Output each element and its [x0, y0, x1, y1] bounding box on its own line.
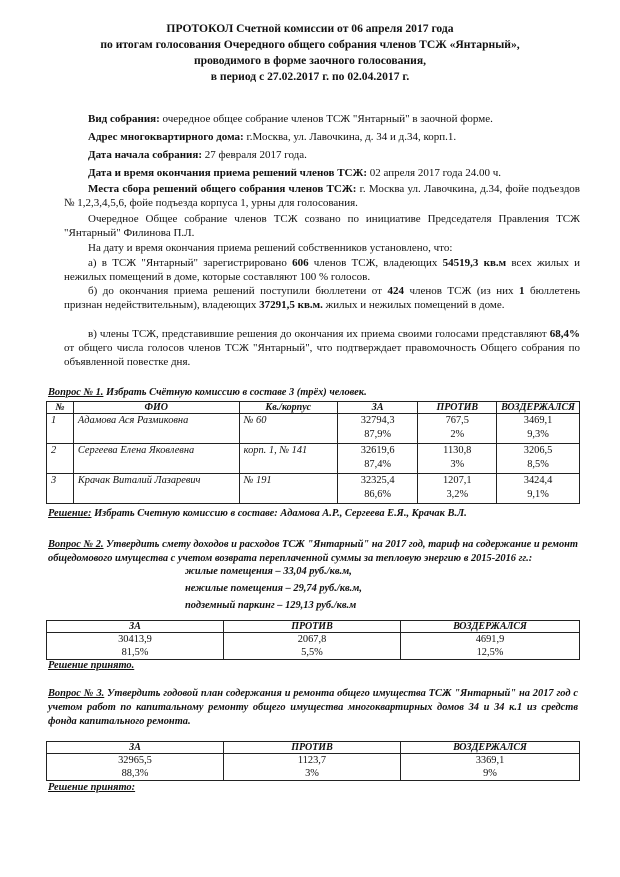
- question-1-table: [46, 401, 580, 504]
- title-line-4: в период с 27.02.2017 г. по 02.04.2017 г.: [210, 70, 410, 83]
- document-title: [40, 21, 580, 85]
- paragraph-initiator: Очередное Общее собрание членов ТСЖ созвано по инициативе Председателя Правления ТСЖ "Янтарный" Филинова П.Л.: [64, 213, 580, 239]
- question-3-decision: Решение принято:: [48, 782, 136, 793]
- meeting-start-date: Дата начала собрания: 27 февраля 2017 года.: [88, 149, 307, 161]
- title-line-3: проводимого в форме заочного голосования,: [193, 54, 427, 67]
- tariff-residential: жилые помещения – 33,04 руб./кв.м,: [185, 566, 352, 577]
- title-line-2: по итогам голосования Очередного общего собрания членов ТСЖ «Янтарный»,: [100, 38, 520, 51]
- tariff-parking: подземный паркинг – 129,13 руб./кв.м: [185, 600, 357, 611]
- paragraph-c: в) члены ТСЖ, представившие решения до окончания их приема своими голосами представляют 68,4% от общего числа голосов членов ТСЖ "Янтарный", что подтверждает правомочность Общего собрания по объявленной повестке дня.: [64, 328, 580, 368]
- paragraph-a: а) в ТСЖ "Янтарный" зарегистрировано 606 членов ТСЖ, владеющих 54519,3 кв.м всех жилых и нежилых помещений в доме, которые составляют 100 % голосов.: [64, 257, 580, 283]
- table-row: 30413,9 81,5% 2067,8 5,5% 4691,9 12,5%: [47, 633, 580, 660]
- question-3-table: ЗА ПРОТИВ ВОЗДЕРЖАЛСЯ 32965,5 88,3% 1123,7 3% 3369,1 9%: [46, 741, 580, 781]
- meeting-end-date: Дата и время окончания приема решений членов ТСЖ: 02 апреля 2017 года 24.00 ч.: [88, 167, 502, 179]
- paragraph-b: б) до окончания приема решений поступили бюллетени от 424 членов ТСЖ (из них 1 бюллетень признан недействительным), владеющих 37291,5 кв.м. жилых и нежилых помещений в доме.: [64, 285, 580, 311]
- collection-places: Места сбора решений общего собрания членов ТСЖ: г. Москва ул. Лавочкина, д.34, фойе подъездов № 1,2,3,4,5,6, фойе подъезда корпуса 1, урны для голосования.: [64, 183, 580, 209]
- meeting-kind: Вид собрания: очередное общее собрание членов ТСЖ "Янтарный" в заочной форме.: [88, 113, 493, 125]
- table-header-row: № ФИО Кв./корпус ЗА ПРОТИВ ВОЗДЕРЖАЛСЯ: [47, 402, 580, 414]
- table-row: 3 Крачак Виталий Лазаревич № 191 32325,4 86,6% 1207,1 3,2% 3424,4 9,1%: [47, 474, 580, 504]
- table-row: 32965,5 88,3% 1123,7 3% 3369,1 9%: [47, 754, 580, 781]
- question-2-table: ЗА ПРОТИВ ВОЗДЕРЖАЛСЯ 30413,9 81,5% 2067,8 5,5% 4691,9 12,5%: [46, 620, 580, 660]
- table-row: 1 Адамова Ася Размиковна № 60 32794,3 87,9% 767,5 2% 3469,1 9,3%: [47, 414, 580, 444]
- question-2-decision: Решение принято.: [48, 660, 135, 671]
- tariff-nonresidential: нежилые помещения – 29,74 руб./кв.м,: [185, 583, 362, 594]
- table-row: 2 Сергеева Елена Яковлевна корп. 1, № 141 32619,6 87,4% 1130,8 3% 3206,5 8,5%: [47, 444, 580, 474]
- question-3-heading: Вопрос № 3. Утвердить годовой план содержания и ремонта общего имущества ТСЖ "Янтарный" на 2017 год с учетом работ по капитальному ремонту общего имущества многоквартирных домов 34 и 34 к.1 из средств фонда капитального ремонта.: [48, 688, 579, 727]
- title-line-1: ПРОТОКОЛ Счетной комиссии от 06 апреля 2017 года: [166, 22, 454, 35]
- question-1-decision: Решение: Избрать Счетную комиссию в составе: Адамова А.Р., Сергеева Е.Я., Крачак В.Л.: [48, 508, 467, 519]
- paragraph-established: На дату и время окончания приема решений собственников установлено, что:: [88, 242, 453, 254]
- question-1-heading: Вопрос № 1. Избрать Счётную комиссию в составе 3 (трёх) человек.: [48, 387, 367, 398]
- meeting-address: Адрес многоквартирного дома: г.Москва, ул. Лавочкина, д. 34 и д.34, корп.1.: [88, 131, 457, 143]
- question-2-heading: Вопрос № 2. Утвердить смету доходов и расходов ТСЖ "Янтарный" на 2017 год, тариф на содержание и ремонт общедомового имущества с учетом возврата переплаченной суммы за тепловую энергию в 2015-2016 гг.:: [48, 539, 579, 564]
